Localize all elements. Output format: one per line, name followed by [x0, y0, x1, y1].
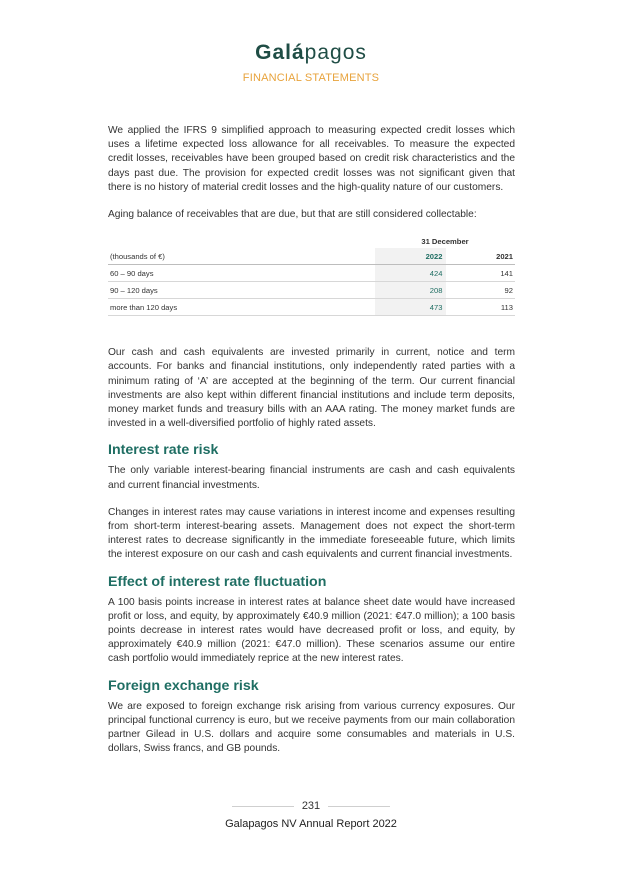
date-header: 31 December [421, 236, 469, 246]
fx-paragraph: We are exposed to foreign exchange risk arising from various currency exposures. Our principal functional currency is euro, but we receive payments from our main collaboration partner Gilead in U.S. dollars and acquire some consumables and materials in U.S. dollars, Swiss francs, and GB pounds. [108, 700, 515, 755]
ifrs-paragraph: We applied the IFRS 9 simplified approach to measuring expected credit losses which uses a lifetime expected loss allowance for all receivables. To measure the expected credit losses, receivables have been grouped based on credit risk characteristics and the days past due. The provision for expected credit losses was not significant given that there is no history of material credit losses and the high-quality nature of our customers. [108, 125, 515, 193]
interest-paragraph-1: The only variable interest-bearing financial instruments are cash and cash equivalents and current financial investments. [108, 465, 515, 491]
fluctuation-paragraph: A 100 basis points increase in interest rates at balance sheet date would have increased profit or loss, and equity, by approximately €40.9 million (2021: €47.0 million); a 100 basis points decrease in interest rates would have decreased profit or loss, and equity, by approximately €40.9 million (2021: €47.0 million). These scenarios assume our entire cash portfolio would immediately reprice at the new interest rates. [108, 596, 515, 665]
cash-paragraph: Our cash and cash equivalents are invested primarily in current, notice and term accounts. For banks and financial institutions, only independently rated parties with a minimum rating of ‘A’ are accepted at the beginning of the term. Our current financial investments are also kept within different financial institutions and include term deposits, money market funds and treasury bills with an AAA rating. The money market funds are invested in a well-diversified portfolio of highly rated assets. [108, 347, 515, 430]
report-title: Galapagos NV Annual Report 2022 [225, 818, 397, 830]
footer-rule-right [328, 806, 390, 807]
section-title: FINANCIAL STATEMENTS [242, 72, 380, 84]
main-content [108, 124, 515, 756]
page-number: 231 [301, 800, 321, 812]
page-header [0, 40, 622, 84]
company-logo: Galápagos [255, 41, 367, 64]
table-row: more than 120 days 473 113 [108, 299, 515, 316]
heading-foreign-exchange-risk: Foreign exchange risk [108, 677, 259, 694]
footer-rule-left [232, 806, 294, 807]
table-row: 60 – 90 days 424 141 [108, 265, 515, 282]
table-header-row [108, 248, 515, 265]
heading-interest-fluctuation: Effect of interest rate fluctuation [108, 573, 327, 590]
col-header-2021: 2021 [446, 248, 515, 265]
unit-label: (thousands of €) [108, 248, 375, 265]
heading-interest-rate-risk: Interest rate risk [108, 442, 219, 459]
aging-table [108, 234, 515, 316]
page-footer [0, 800, 622, 830]
table-date-header-row [108, 234, 515, 248]
table-row: 90 – 120 days 208 92 [108, 282, 515, 299]
interest-paragraph-2: Changes in interest rates may cause variations in interest income and expenses resulting from short-term interest-bearing assets. Management does not expect the short-term interest rates to decrease significantly in the immediate foreseeable future, which limits the interest exposure on our cash and cash equivalents and current financial investments. [108, 506, 515, 561]
aging-intro: Aging balance of receivables that are due, but that are still considered collectable: [108, 209, 477, 221]
col-header-2022: 2022 [375, 248, 446, 265]
